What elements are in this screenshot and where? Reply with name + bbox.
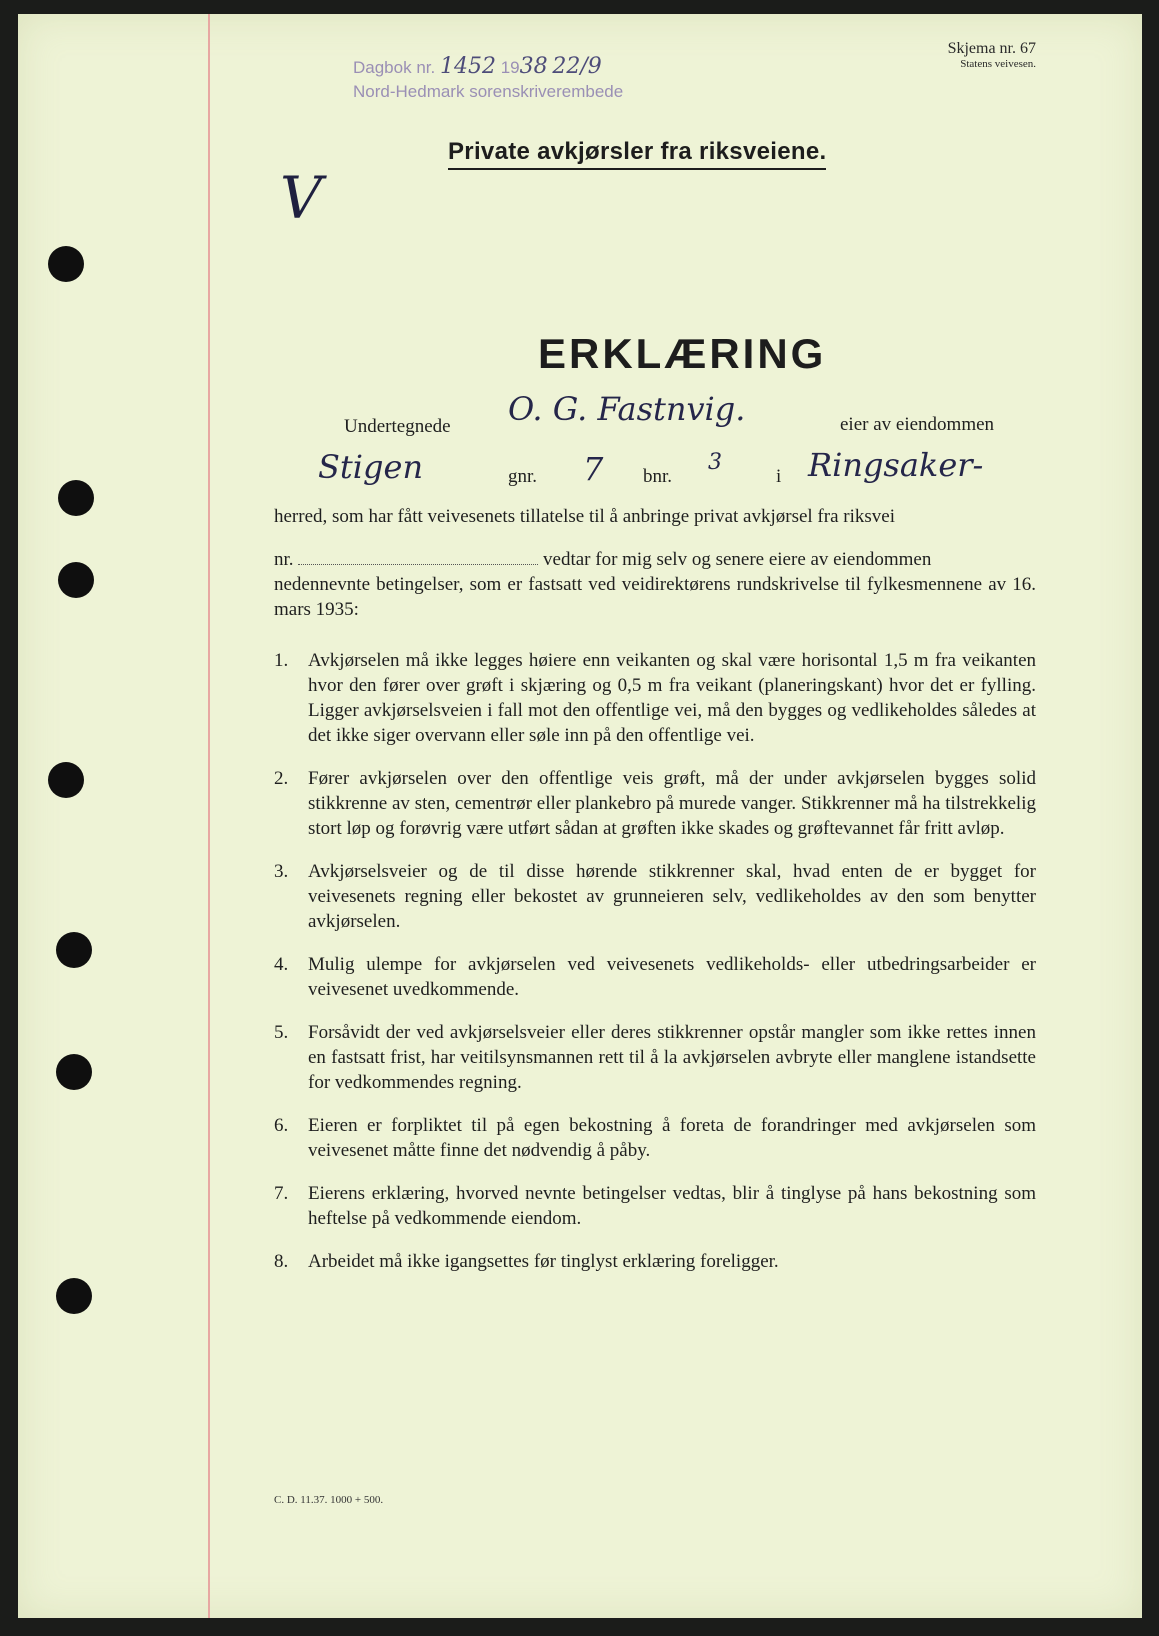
registry-stamp-line1 <box>353 54 602 79</box>
nr-label: nr. <box>274 549 294 570</box>
declaration-para2 <box>274 547 1036 572</box>
document-subtitle: Private avkjørsler fra riksveiene. <box>448 138 826 170</box>
punch-hole <box>58 480 94 516</box>
condition-number: 6. <box>274 1115 289 1136</box>
stamp-year-prefix: 19 <box>500 58 520 77</box>
condition-item <box>274 1249 1036 1274</box>
condition-number: 4. <box>274 954 289 975</box>
schema-label <box>948 40 1036 70</box>
margin-line <box>208 14 210 1618</box>
declaration-para2-line1: vedtar for mig selv og senere eiere av eiendommen <box>543 549 932 570</box>
condition-text: Forsåvidt der ved avkjørselsveier eller deres stikkrenner opstår mangler som ikke rettes innen en fastsatt frist, har veitilsynsmannen rett til å la avkjørselen avbryte eller manglene istandsette for vedkommendes regning. <box>308 1022 1036 1093</box>
riksvei-number-blank <box>298 564 538 565</box>
condition-text: Arbeidet må ikke igangsettes før tinglyst erklæring foreligger. <box>308 1251 779 1272</box>
print-code: C. D. 11.37. 1000 + 500. <box>274 1494 384 1506</box>
condition-item <box>274 1113 1036 1163</box>
condition-item <box>274 766 1036 841</box>
bnr-value: 3 <box>708 450 722 475</box>
i-label: i <box>776 466 782 487</box>
declaration-body <box>274 504 1036 622</box>
schema-issuer: Statens veivesen. <box>960 58 1036 70</box>
punch-hole <box>56 1054 92 1090</box>
gnr-label: gnr. <box>508 466 538 487</box>
condition-number: 5. <box>274 1022 289 1043</box>
registry-stamp-line2: Nord-Hedmark sorenskriverembede <box>353 82 624 101</box>
condition-number: 7. <box>274 1183 289 1204</box>
schema-number: Skjema nr. 67 <box>947 40 1036 57</box>
bnr-label: bnr. <box>643 466 673 487</box>
herred-name: Ringsaker- <box>808 446 984 484</box>
condition-item <box>274 1020 1036 1095</box>
condition-text: Avkjørselsveier og de til disse hørende stikkrenner skal, hvad enten de er bygget for veivesenets regning eller bekostet av grunneieren selv, vedlikeholdes av den som benytter avkjørselen. <box>308 861 1036 932</box>
punch-hole <box>48 762 84 798</box>
punch-hole <box>56 932 92 968</box>
condition-text: Avkjørselen må ikke legges høiere enn veikanten og skal være horisontal 1,5 m fra veikanten hvor den fører over grøft i skjæring og 0,5 m fra veikant (planeringskant) hvor det er fylling. Ligger avkjørselsveien i fall mot den offentlige vei, må den bygges og vedlikeholdes således at det ikke siger overvann eller søle inn på den offentlige vei. <box>308 650 1036 746</box>
stamp-year: 38 <box>519 54 548 79</box>
condition-number: 2. <box>274 768 289 789</box>
punch-hole <box>58 562 94 598</box>
condition-number: 3. <box>274 861 289 882</box>
condition-item <box>274 648 1036 748</box>
document-title: ERKLÆRING <box>538 330 827 377</box>
condition-text: Fører avkjørselen over den offentlige veis grøft, må der under avkjørselen bygges solid stikkrenne av sten, cementrør eller plankebro på murede vanger. Stikkrenner må ha tilstrekkelig stort løp og forøvrig være utført sådan at grøften ikke skades og grøftevannet får fritt avløp. <box>308 768 1036 839</box>
condition-number: 8. <box>274 1251 289 1272</box>
owner-label: eier av eiendommen <box>840 414 995 435</box>
handwritten-checkmark: V <box>280 164 322 232</box>
stamp-label: Dagbok nr. <box>353 58 436 77</box>
condition-number: 1. <box>274 650 289 671</box>
gnr-value: 7 <box>583 450 604 488</box>
property-name: Stigen <box>318 448 424 486</box>
condition-text: Eierens erklæring, hvorved nevnte betingelser vedtas, blir å tinglyse på hans bekostning som heftelse på vedkommende eiendom. <box>308 1183 1036 1229</box>
condition-text: Mulig ulempe for avkjørselen ved veivesenets vedlikeholds- eller utbedringsarbeider er veivesenet uvedkommende. <box>308 954 1036 1000</box>
document-page <box>18 14 1142 1618</box>
stamp-date: 22/9 <box>552 54 602 79</box>
punch-hole <box>48 246 84 282</box>
declaration-para2-rest: nedennevnte betingelser, som er fastsatt ved veidirektørens rundskrivelse til fylkesmennene av 16. mars 1935: <box>274 574 1036 620</box>
condition-item <box>274 1181 1036 1231</box>
condition-item <box>274 859 1036 934</box>
undersigned-name: O. G. Fastnvig. <box>508 390 746 428</box>
undersigned-label: Undertegnede <box>344 416 451 437</box>
declaration-para1: herred, som har fått veivesenets tillatelse til å anbringe privat avkjørsel fra riksvei <box>274 506 895 527</box>
conditions-list <box>274 648 1036 1292</box>
dagbok-number: 1452 <box>439 54 496 79</box>
punch-hole <box>56 1278 92 1314</box>
condition-text: Eieren er forpliktet til på egen bekostning å foreta de forandringer med avkjørselen som veivesenet måtte finne det nødvendig å påby. <box>308 1115 1036 1161</box>
condition-item <box>274 952 1036 1002</box>
